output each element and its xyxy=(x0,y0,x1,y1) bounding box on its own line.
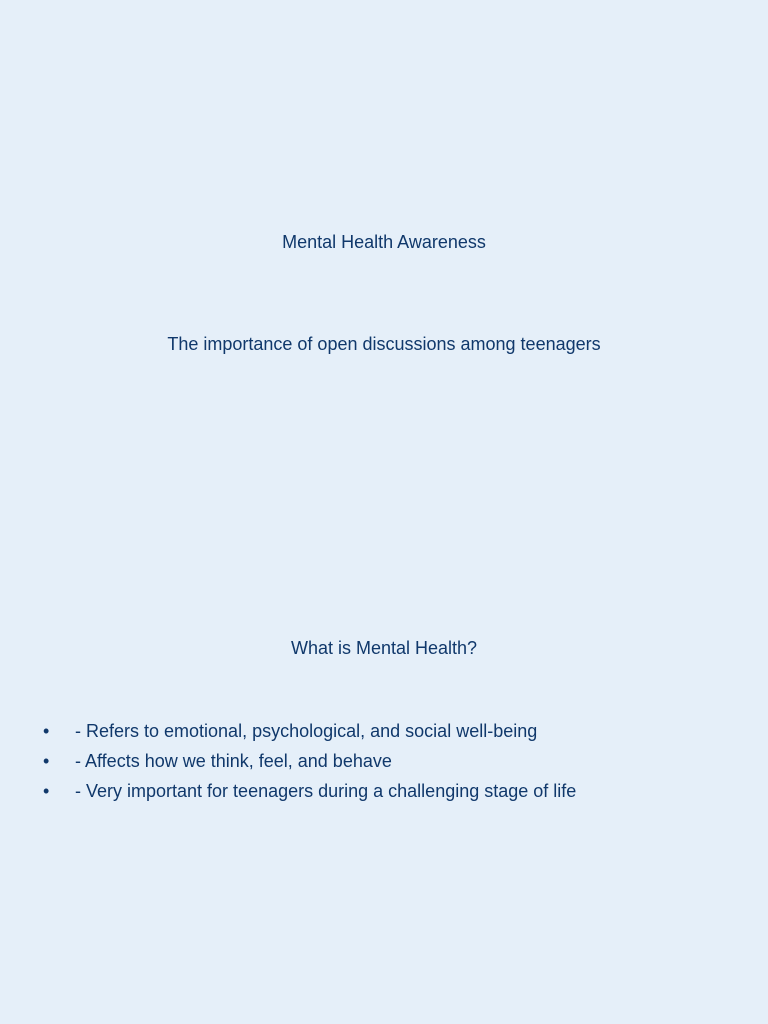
bullet-text: - Very important for teenagers during a challenging stage of life xyxy=(75,781,577,801)
list-item xyxy=(43,746,576,776)
bullet-icon: • xyxy=(43,781,50,801)
bullet-icon: • xyxy=(43,751,50,771)
bullet-icon: • xyxy=(43,721,50,741)
bullet-text: - Refers to emotional, psychological, and social well-being xyxy=(75,721,538,741)
slide-2-title: What is Mental Health? xyxy=(290,638,478,658)
slide-1-subtitle: The importance of open discussions among teenagers xyxy=(167,334,601,354)
list-item xyxy=(43,716,576,746)
list-item xyxy=(43,776,576,806)
bullet-list xyxy=(43,716,576,806)
bullet-text: - Affects how we think, feel, and behave xyxy=(75,751,392,771)
slide-1-title: Mental Health Awareness xyxy=(282,232,486,252)
slide-what-is-mental-health xyxy=(0,512,768,1024)
